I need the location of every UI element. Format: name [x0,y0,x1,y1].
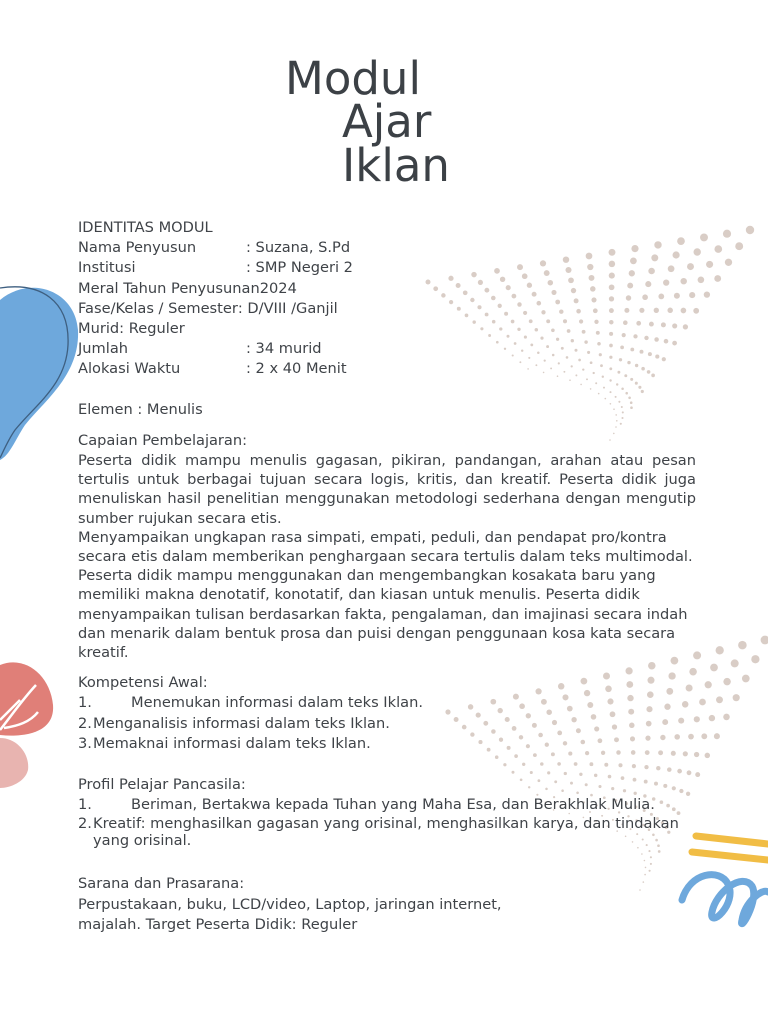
decor-dot [705,753,710,758]
item-text: Beriman, Bertakwa kepada Tuhan yang Maha Esa, dan Berakhlak Mulia. [131,796,655,814]
identity-heading: IDENTITAS MODUL [78,219,213,236]
sarana-text: Perpustakaan, buku, LCD/video, Laptop, jaringan internet, majalah. Target Peserta Didik: Reguler [78,895,502,933]
identity-row [78,279,696,299]
item-number: 1. [78,694,92,712]
item-text: Menganalisis informasi dalam teks Iklan. [93,714,390,732]
decor-dot [714,275,721,282]
identity-row [78,319,696,339]
decor-dot [705,681,712,688]
identity-row [78,258,696,278]
identity-label: Institusi [78,259,136,277]
decor-dot [714,245,722,253]
identity-label: Nama Penyusun [78,239,197,257]
profil-item [78,795,696,815]
identity-value: : 34 murid [246,340,322,358]
decor-dot [698,276,705,283]
identity-value: : Reguler [119,320,185,338]
identity-row [78,339,696,359]
coral-leaf-shape [0,662,53,735]
identity-value: : 2 x 40 Menit [246,360,347,378]
decor-dot [710,664,718,672]
yellow-stroke-2 [692,852,768,860]
kompetensi-heading: Kompetensi Awal: [78,674,208,692]
title-line-1: Modul [285,52,421,105]
decor-dot [704,291,710,297]
decor-dot [723,230,731,238]
identity-row [78,359,696,379]
decor-dot [738,641,747,650]
item-number: 1. [78,796,92,814]
title-line-3: Iklan [342,139,450,192]
elemen-line: Elemen : Menulis [78,400,203,418]
identity-row [78,238,696,258]
decor-dot [700,233,708,241]
decor-dot [733,694,740,701]
decor-dot [731,659,739,667]
decor-dot [723,678,730,685]
identity-value: 2024 [259,279,297,297]
capaian-heading: Capaian Pembelajaran: [78,431,248,449]
identity-row [78,299,696,319]
sarana-heading: Sarana dan Prasarana: [78,875,245,893]
identity-value: : SMP Negeri 2 [246,259,353,277]
identity-label: Meral Tahun Penyusunan [78,279,260,297]
decor-dot [751,655,759,663]
decor-dot [716,696,723,703]
item-number: 2. [78,815,92,833]
identity-value: : D/VIII /Ganjil [237,299,338,317]
decor-dot [742,675,750,683]
decor-dot [761,636,768,645]
item-text: Menemukan informasi dalam teks Iklan. [131,694,423,712]
identity-label: Murid [78,320,120,338]
decor-dot [699,699,706,706]
decor-dot [714,733,720,739]
profil-heading: Profil Pelajar Pancasila: [78,776,246,794]
decor-dot [706,261,713,268]
decor-dot [701,733,707,739]
identity-label: Jumlah [78,340,129,358]
decor-dot [746,226,754,234]
identity-label: Alokasi Waktu [78,360,181,378]
identity-label: Fase/Kelas / Semester [78,299,238,317]
item-number: 2. [78,714,92,732]
decor-dot [725,259,732,266]
profil-item [78,815,718,849]
decor-dot [735,242,743,250]
item-text: Kreatif: menghasilkan gagasan yang orisinal, menghasilkan karya, dan tindakan yang orisinal. [93,815,679,850]
decor-dot [723,714,730,721]
decor-dot [716,646,724,654]
kompetensi-item [78,693,696,713]
capaian-paragraph-1: Peserta didik mampu menulis gagasan, pikiran, pandangan, arahan atau pesan tertulis untuk berbagai tujuan secara logis, kritis, dan kreatif. Peserta didik juga menuliskan hasil penelitian menggunakan metodologi sederhana dengan mengutip sumber rujukan secara etis. [78,452,696,527]
module-document [78,218,696,935]
kompetensi-item [78,714,696,734]
identity-value: : Suzana, S.Pd [246,239,351,257]
item-number: 3. [78,734,92,752]
decor-dot [709,715,715,721]
kompetensi-item [78,734,696,754]
capaian-paragraph-2: Menyampaikan ungkapan rasa simpati, empati, peduli, dan pendapat pro/kontra secara etis dalam memberikan penghargaan secara tertulis dalam teks multimodal. Peserta didik mampu menggunakan dan mengembangkan kosakata baru yang memiliki makna denotatif, konotatif, dan kiasan untuk menulis. Peserta didik menyampaikan tulisan berdasarkan fakta, pengalaman, dan imajinasi secara indah dan menarik dalam bentuk prosa dan puisi dengan penggunaan kosa kata secara kreatif. [78,528,693,662]
pink-leaf-shape [0,738,28,788]
title-line-2: Ajar [342,95,432,148]
item-text: Memaknai informasi dalam teks Iklan. [93,734,371,752]
